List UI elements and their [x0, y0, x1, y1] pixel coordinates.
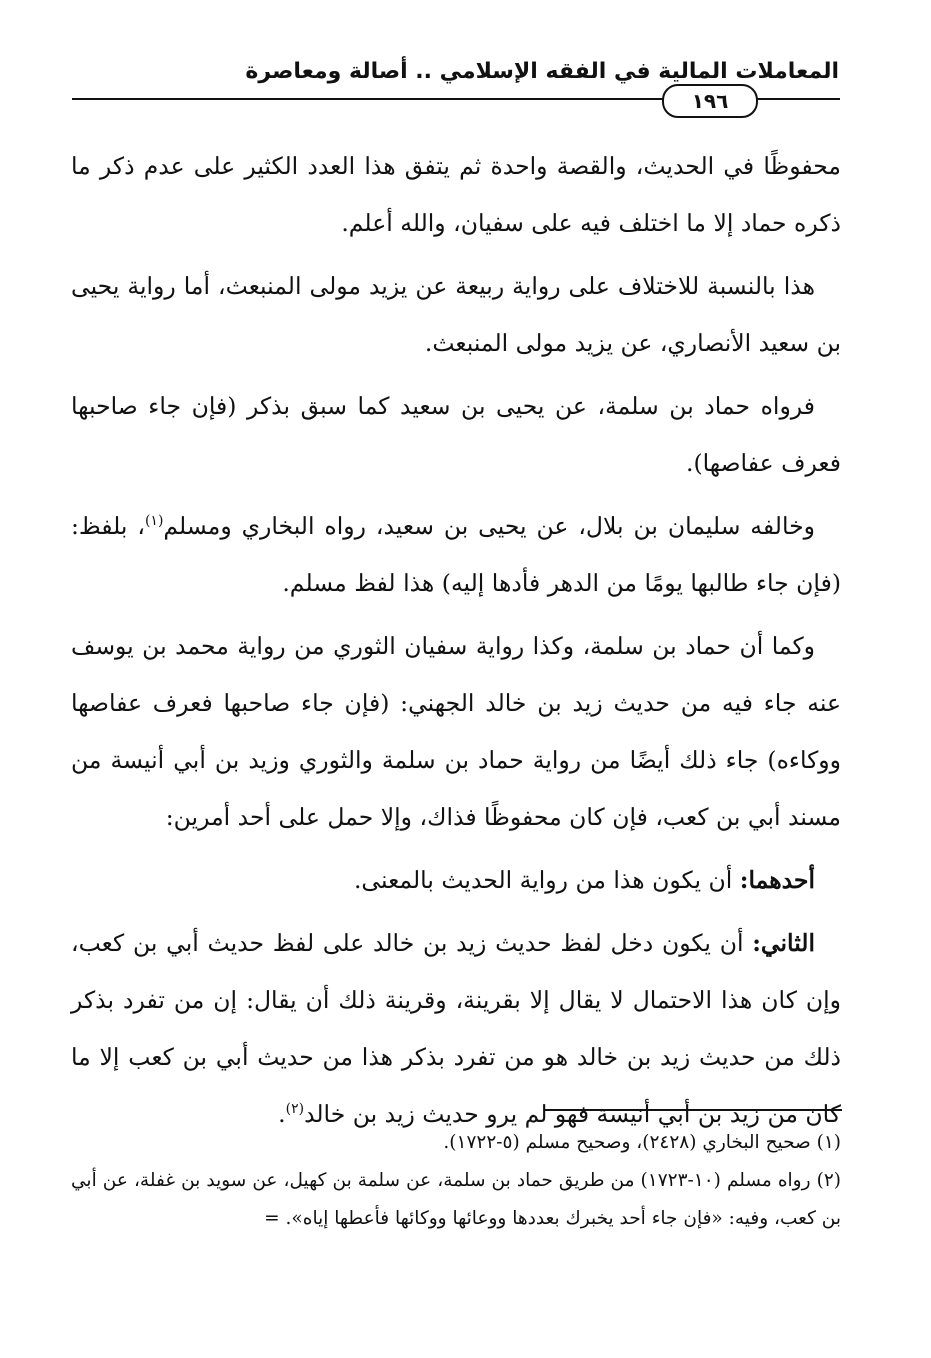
paragraph-3: فرواه حماد بن سلمة، عن يحيى بن سعيد كما سبق بذكر (فإن جاء صاحبها فعرف عفاصها). — [71, 392, 841, 477]
first-option-text: أن يكون هذا من رواية الحديث بالمعنى. — [353, 866, 740, 894]
paragraph-2: هذا بالنسبة للاختلاف على رواية ربيعة عن يزيد مولى المنبعث، أما رواية يحيى بن سعيد الأنصاري، عن يزيد مولى المنبعث. — [71, 272, 841, 357]
paragraph-4 — [71, 498, 841, 612]
footnote-1: (١) صحيح البخاري (٢٤٢٨)، وصحيح مسلم (٥-١٧٢٢). — [443, 1132, 841, 1153]
second-option-label: الثاني: — [752, 929, 815, 957]
footnote-ref-2[interactable]: (٢) — [285, 1101, 305, 1118]
first-option-label: أحدهما: — [739, 866, 815, 894]
paragraph-6 — [71, 852, 841, 909]
footnote-divider — [545, 1109, 842, 1111]
main-text — [71, 138, 841, 1149]
page-number-badge: ١٩٦ — [662, 84, 758, 118]
footnote-2: (٢) رواه مسلم (١٠-١٧٢٣) من طريق حماد بن سلمة، عن سلمة بن كهيل، عن سويد بن غفلة، عن أبي بن كعب، وفيه: «فإن جاء أحد يخبرك بعددها ووعائها ووكائها فأعطها إياه». = — [71, 1170, 841, 1229]
second-option-end: . — [278, 1100, 286, 1128]
running-head-title: المعاملات المالية في الفقه الإسلامي .. أصالة ومعاصرة — [245, 59, 839, 84]
paragraph-4-text-end: ، بلفظ: (فإن جاء طالبها يومًا من الدهر فأدها إليه) هذا لفظ مسلم. — [71, 512, 841, 597]
paragraph-1: محفوظًا في الحديث، والقصة واحدة ثم يتفق هذا العدد الكثير على عدم ذكر ما ذكره حماد إلا ما اختلف فيه على سفيان، والله أعلم. — [71, 152, 841, 237]
paragraph-4-text: وخالفه سليمان بن بلال، عن يحيى بن سعيد، رواه البخاري ومسلم — [163, 512, 815, 540]
footnote-ref-1[interactable]: (١) — [144, 513, 164, 530]
second-option-text: أن يكون دخل لفظ حديث زيد بن خالد على لفظ حديث أبي بن كعب، وإن كان هذا الاحتمال لا يقال إلا بقرينة، وقرينة ذلك أن يقال: إن من تفرد بذكر ذلك من حديث زيد بن خالد هو من تفرد بذكر هذا من حديث أبي بن كعب إلا ما كان من زيد بن أبي أنيسة فهو لم يرو حديث زيد بن خالد — [71, 929, 841, 1128]
footnotes-section — [71, 1124, 841, 1238]
paragraph-5: وكما أن حماد بن سلمة، وكذا رواية سفيان الثوري من رواية محمد بن يوسف عنه جاء فيه من حديث زيد بن خالد الجهني: (فإن جاء صاحبها فعرف عفاصها ووكاءه) جاء ذلك أيضًا من رواية حماد بن سلمة والثوري وزيد بن أبي أنيسة من مسند أبي بن كعب، فإن كان محفوظًا فذاك، وإلا حمل على أحد أمرين: — [71, 632, 841, 831]
